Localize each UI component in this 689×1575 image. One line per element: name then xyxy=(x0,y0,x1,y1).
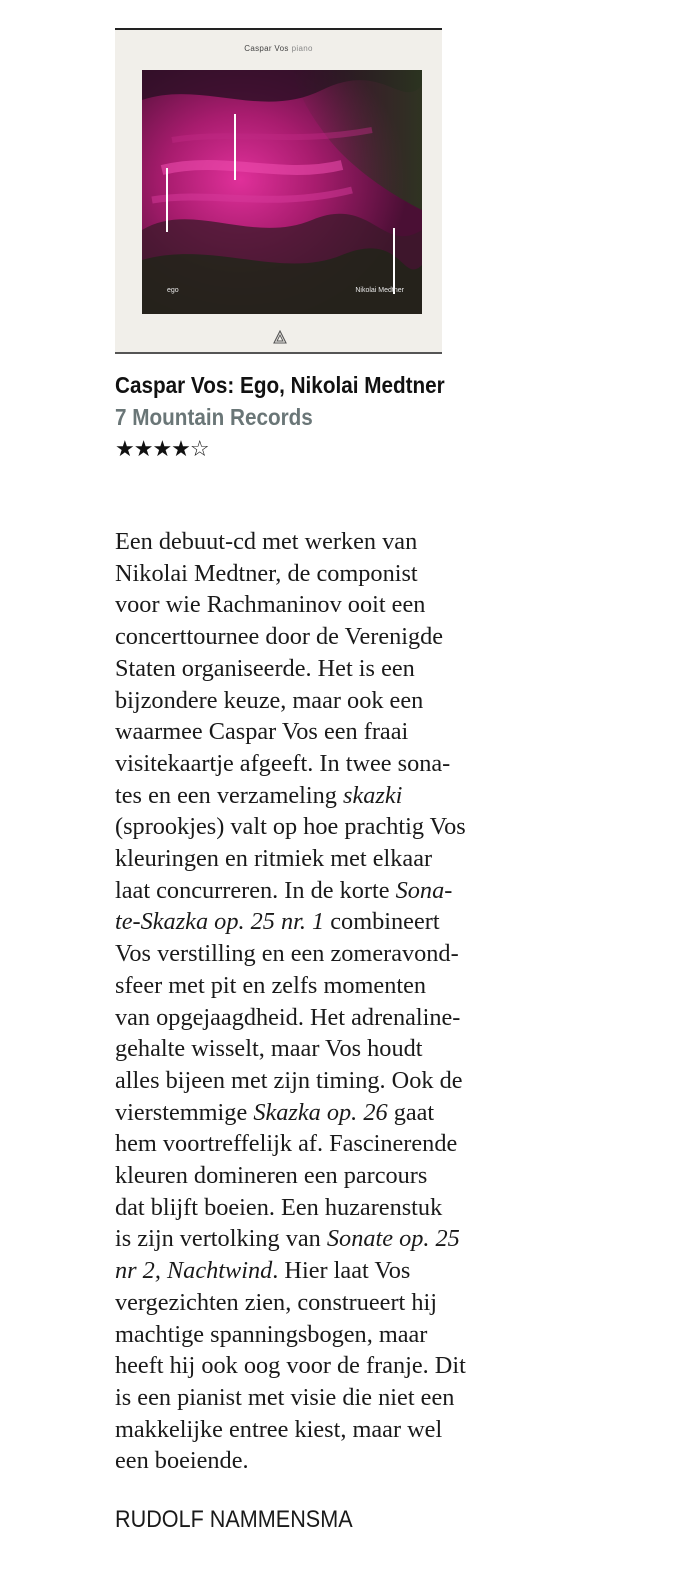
review-author: RUDOLF NAMMENSMA xyxy=(115,1506,353,1533)
review-body-line xyxy=(115,1033,535,1065)
body-text-run: is zijn vertolking van xyxy=(115,1225,327,1253)
cover-composer: Nikolai Medtner xyxy=(355,287,404,294)
review-body-line xyxy=(115,1350,535,1382)
body-text-run: concerttournee door de Verenigde xyxy=(115,623,444,651)
body-text-run: (sprookjes) valt op hoe prachtig Vos xyxy=(115,813,466,841)
review-body xyxy=(115,526,535,1477)
body-text-run: Staten organiseerde. Het is een xyxy=(115,654,415,682)
review-body-line xyxy=(115,1160,535,1192)
body-text-run: vergezichten zien, construeert hij xyxy=(115,1288,438,1316)
body-text-run: combineert xyxy=(324,908,440,936)
review-body-line xyxy=(115,621,535,653)
review-body-line xyxy=(115,685,535,717)
cover-artist-name: Caspar Vos xyxy=(244,44,289,53)
cover-album-title: ego xyxy=(167,287,179,294)
review-body-line xyxy=(115,1287,535,1319)
review-body-line xyxy=(115,1445,535,1477)
body-text-run: makkelijke entree kiest, maar wel xyxy=(115,1415,443,1443)
review-body-line xyxy=(115,1065,535,1097)
italic-title-text: skazki xyxy=(343,781,403,809)
review-body-line xyxy=(115,843,535,875)
cover-artwork xyxy=(142,70,422,314)
review-body-line xyxy=(115,1128,535,1160)
review-title: Caspar Vos: Ego, Nikolai Medtner xyxy=(115,372,445,398)
cover-artist-line xyxy=(115,44,442,53)
italic-title-text: Skazka op. 26 xyxy=(253,1098,388,1126)
body-text-run: visitekaartje afgeeft. In twee sona- xyxy=(115,749,451,777)
cover-artwork-image xyxy=(142,70,422,314)
review-body-line xyxy=(115,1097,535,1129)
review-body-line xyxy=(115,558,535,590)
review-body-line xyxy=(115,780,535,812)
body-text-run: Een debuut-cd met werken van xyxy=(115,528,418,555)
review-body-line xyxy=(115,875,535,907)
italic-title-text: Sonate op. 25 xyxy=(326,1225,460,1253)
body-text-run: machtige spanningsbogen, maar xyxy=(115,1320,428,1348)
body-text-run: heeft hij ook oog voor de franje. Dit xyxy=(115,1352,466,1380)
body-text-run: dat blijft boeien. Een huzarenstuk xyxy=(115,1193,443,1221)
album-cover xyxy=(115,28,442,354)
label-logo-icon xyxy=(273,330,287,344)
body-text-run: bijzondere keuze, maar ook een xyxy=(115,686,424,714)
body-text-run: een boeiende. xyxy=(115,1447,249,1475)
record-label: 7 Mountain Records xyxy=(115,404,313,430)
review-body-line xyxy=(115,938,535,970)
body-text-run: kleuren domineren een parcours xyxy=(115,1162,428,1190)
review-body-line xyxy=(115,970,535,1002)
body-text-run: Nikolai Medtner, de componist xyxy=(115,559,418,587)
review-body-line xyxy=(115,811,535,843)
body-text-run: sfeer met pit en zelfs momenten xyxy=(115,971,427,999)
italic-title-text: te-Skazka op. 25 nr. 1 xyxy=(115,908,325,936)
body-text-run: tes en een verzameling xyxy=(115,781,344,809)
body-text-run: waarmee Caspar Vos een fraai xyxy=(115,718,409,746)
review-body-line xyxy=(115,1382,535,1414)
body-text-run: gehalte wisselt, maar Vos houdt xyxy=(115,1035,423,1063)
body-text-run: Vos verstilling en een zomeravond- xyxy=(115,940,459,968)
review-body-line xyxy=(115,716,535,748)
italic-title-text: nr 2, Nachtwind xyxy=(115,1257,273,1285)
body-text-run: voor wie Rachmaninov ooit een xyxy=(115,591,426,619)
cover-instrument: piano xyxy=(291,44,313,53)
body-text-run: . Hier laat Vos xyxy=(272,1257,411,1285)
body-text-run: alles bijeen met zijn timing. Ook de xyxy=(115,1066,463,1094)
italic-title-text: Sona- xyxy=(395,876,453,904)
review-body-line xyxy=(115,748,535,780)
star-rating: ★★★★☆ xyxy=(115,437,209,462)
body-text-run: is een pianist met visie die niet een xyxy=(115,1383,455,1411)
review-body-line xyxy=(115,526,535,558)
review-body-line xyxy=(115,1414,535,1446)
review-body-line xyxy=(115,1223,535,1255)
body-text-run: gaat xyxy=(387,1098,435,1126)
body-text-run: van opgejaagdheid. Het adrenaline- xyxy=(115,1003,461,1031)
review-body-line xyxy=(115,1002,535,1034)
review-body-line xyxy=(115,906,535,938)
review-body-line xyxy=(115,589,535,621)
body-text-run: vierstemmige xyxy=(115,1098,254,1126)
body-text-run: hem voortreffelijk af. Fascinerende xyxy=(115,1130,458,1158)
review-body-line xyxy=(115,653,535,685)
review-body-line xyxy=(115,1192,535,1224)
body-text-run: kleuringen en ritmiek met elkaar xyxy=(115,845,433,873)
review-body-line xyxy=(115,1255,535,1287)
review-body-line xyxy=(115,1319,535,1351)
body-text-run: laat concurreren. In de korte xyxy=(115,876,396,904)
